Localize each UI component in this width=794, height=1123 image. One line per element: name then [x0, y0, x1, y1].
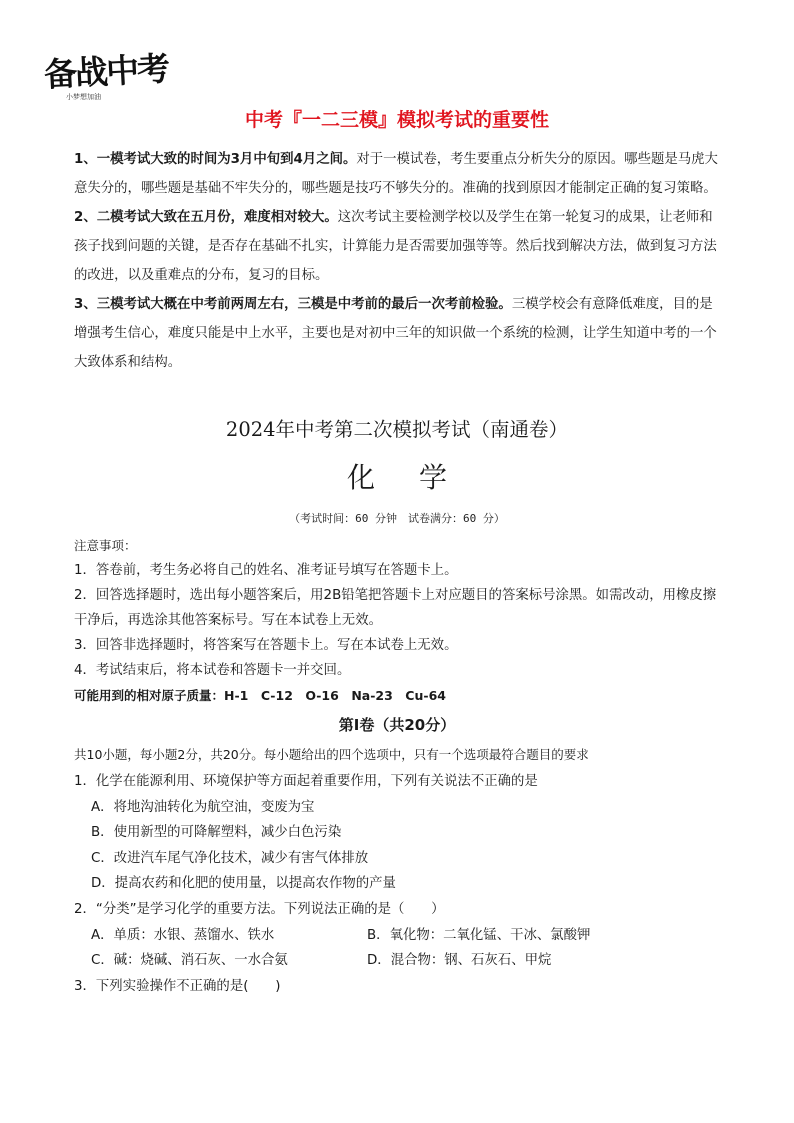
- note-item-3: 3．回答非选择题时，将答案写在答题卡上。写在本试卷上无效。: [74, 638, 458, 653]
- intro-paragraph-3: [74, 290, 724, 377]
- intro-paragraph-2: [74, 203, 724, 290]
- question-2-options-row-1: [74, 923, 724, 949]
- question-2-option-d: D．混合物：钢、石灰石、甲烷: [367, 953, 552, 969]
- atomic-mass-line: 可能用到的相对原子质量：H-1 C-12 O-16 Na-23 Cu-64: [74, 688, 446, 703]
- question-2-option-c: C．碱：烧碱、消石灰、一水合氨: [91, 953, 288, 969]
- logo-subtext: 小梦想加油: [66, 93, 101, 101]
- question-1-option-a: A．将地沟油转化为航空油，变废为宝: [91, 799, 315, 815]
- intro-1-text: 对于一模试卷，考生要重点分析失分的原因。哪些题是马虎大意失分的，哪些题是基础不牢失分的，哪些题是技巧不够失分的。准确的找到原因才能制定正确的复习策略。: [74, 152, 718, 196]
- notes-section: [74, 533, 724, 708]
- question-2-option-b: B．氧化物：二氧化锰、干冰、氯酸钾: [367, 927, 591, 943]
- intro-3-text: 三模学校会有意降低难度，目的是增强考生信心，难度只能是中上水平，主要也是对初中三年的知识做一个系统的检测，让学生知道中考的一个大致体系和结构。: [74, 297, 717, 370]
- question-2-stem: 2．“分类”是学习化学的重要方法。下列说法正确的是（ ）: [74, 901, 445, 917]
- question-1-stem: 1．化学在能源利用、环境保护等方面起着重要作用，下列有关说法不正确的是: [74, 774, 538, 789]
- exam-title: 2024年中考第二次模拟考试（南通卷）: [225, 418, 569, 441]
- question-1-option-d: D．提高农药和化肥的使用量，以提高农作物的产量: [91, 876, 396, 892]
- logo: [44, 46, 196, 110]
- note-item-2: 2．回答选择题时，选出每小题答案后，用2B铅笔把答题卡上对应题目的答案标号涂黑。如需改动，用橡皮擦干净后，再选涂其他答案标号。写在本试卷上无效。: [74, 588, 717, 628]
- question-2-option-a: A．单质：水银、蒸馏水、铁水: [91, 927, 275, 943]
- subject-title: 化学: [346, 461, 491, 494]
- note-item-1: 1．答卷前，考生务必将自己的姓名、准考证号填写在答题卡上。: [74, 563, 458, 578]
- exam-time-info: （考试时间：60 分钟 试卷满分：60 分）: [289, 512, 505, 525]
- notes-heading: 注意事项：: [74, 538, 137, 553]
- questions-section: [74, 769, 724, 999]
- intro-3-bold: 3、三模考试大概在中考前两周左右，三模是中考前的最后一次考前检验。: [74, 297, 512, 312]
- intro-2-text: 这次考试主要检测学校以及学生在第一轮复习的成果，让老师和孩子找到问题的关键，是否存在基础不扎实，计算能力是否需要加强等等。然后找到解决方法，做到复习方法的改进，以及重难点的分布，复习的目标。: [74, 210, 717, 283]
- question-3-stem: 3．下列实验操作不正确的是( ): [74, 978, 281, 994]
- section-description: 共10小题，每小题2分，共20分。每小题给出的四个选项中，只有一个选项最符合题目的要求: [74, 747, 589, 762]
- question-1-option-b: B．使用新型的可降解塑料，减少白色污染: [91, 825, 342, 841]
- question-1-option-c: C．改进汽车尾气净化技术，减少有害气体排放: [91, 850, 369, 866]
- logo-text: 备战中考: [43, 48, 170, 95]
- intro-section: [74, 145, 724, 377]
- intro-paragraph-1: [74, 145, 724, 203]
- section-title: 第I卷（共20分）: [338, 716, 456, 734]
- headline: 中考『一二三模』模拟考试的重要性: [244, 109, 549, 131]
- question-2-options-row-2: [74, 948, 724, 974]
- note-item-4: 4．考试结束后，将本试卷和答题卡一并交回。: [74, 663, 351, 678]
- intro-1-bold: 1、一模考试大致的时间为3月中旬到4月之间。: [74, 152, 357, 167]
- intro-2-bold: 2、二模考试大致在五月份，难度相对较大。: [74, 210, 338, 225]
